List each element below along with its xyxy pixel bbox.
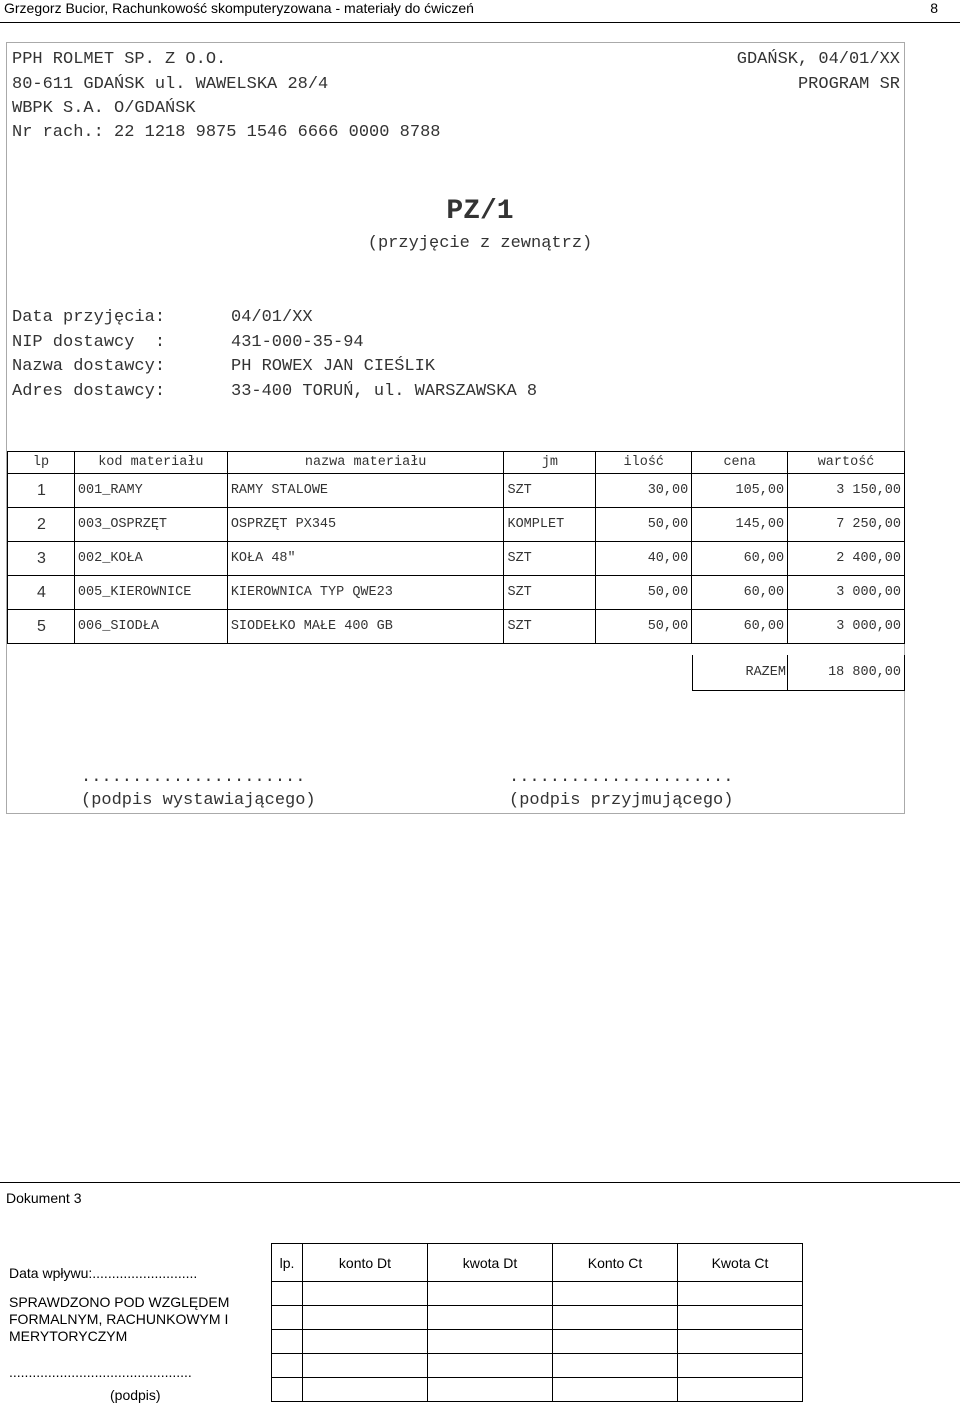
row-price: 145,00 xyxy=(692,508,788,542)
row-unit: SZT xyxy=(504,610,596,644)
supplier-address-value: 33-400 TORUŃ, ul. WARSZAWSKA 8 xyxy=(231,382,538,401)
row-code: 005_KIEROWNICE xyxy=(74,576,227,610)
row-lp: 2 xyxy=(8,508,75,542)
row-quantity: 50,00 xyxy=(596,576,692,610)
row-name: KOŁA 48" xyxy=(227,542,504,576)
account-table xyxy=(271,1243,803,1402)
account-cell[interactable] xyxy=(678,1330,803,1354)
account-cell[interactable] xyxy=(553,1330,678,1354)
row-unit: SZT xyxy=(504,474,596,508)
row-code: 003_OSPRZĘT xyxy=(74,508,227,542)
header-cell: nazwa materiału xyxy=(227,452,504,474)
row-code: 006_SIODŁA xyxy=(74,610,227,644)
issuer-signature-label: (podpis wystawiającego) xyxy=(81,791,316,810)
account-cell[interactable] xyxy=(272,1306,303,1330)
table-row xyxy=(8,542,905,576)
company-bank: WBPK S.A. O/GDAŃSK xyxy=(12,99,196,118)
header-cell: jm xyxy=(504,452,596,474)
checker-signature-line: ............................................... xyxy=(9,1364,192,1380)
row-quantity: 50,00 xyxy=(596,610,692,644)
table-row xyxy=(8,474,905,508)
account-cell[interactable] xyxy=(553,1354,678,1378)
account-cell[interactable] xyxy=(428,1330,553,1354)
account-header-row xyxy=(272,1244,803,1282)
checked-text-line-2: FORMALNYM, RACHUNKOWYM I xyxy=(9,1311,229,1327)
nip-label: NIP dostawcy : xyxy=(12,333,166,352)
issuer-signature-line: ...................... xyxy=(81,768,306,787)
row-name: KIEROWNICA TYP QWE23 xyxy=(227,576,504,610)
supplier-label: Nazwa dostawcy: xyxy=(12,357,166,376)
receiver-signature-line: ...................... xyxy=(509,768,734,787)
row-lp: 4 xyxy=(8,576,75,610)
row-quantity: 40,00 xyxy=(596,542,692,576)
account-row xyxy=(272,1306,803,1330)
account-cell[interactable] xyxy=(678,1282,803,1306)
account-row xyxy=(272,1330,803,1354)
program-label: PROGRAM SR xyxy=(797,75,900,94)
table-row xyxy=(8,610,905,644)
account-cell[interactable] xyxy=(272,1354,303,1378)
account-header-cell: lp. xyxy=(272,1244,303,1282)
account-header-cell: konto Dt xyxy=(303,1244,428,1282)
company-account: Nr rach.: 22 1218 9875 1546 6666 0000 8788 xyxy=(12,123,441,142)
row-value: 3 150,00 xyxy=(788,474,905,508)
receiver-signature-label: (podpis przyjmującego) xyxy=(509,791,734,810)
account-cell[interactable] xyxy=(553,1282,678,1306)
table-row xyxy=(8,576,905,610)
checked-text-line-1: SPRAWDZONO POD WZGLĘDEM xyxy=(9,1294,230,1310)
account-cell[interactable] xyxy=(303,1306,428,1330)
row-lp: 1 xyxy=(8,474,75,508)
account-row xyxy=(272,1354,803,1378)
row-value: 7 250,00 xyxy=(788,508,905,542)
date-value: 04/01/XX xyxy=(231,308,313,327)
account-row xyxy=(272,1378,803,1402)
row-value: 3 000,00 xyxy=(788,610,905,644)
supplier-value: PH ROWEX JAN CIEŚLIK xyxy=(231,357,436,376)
total-value: 18 800,00 xyxy=(828,665,901,680)
document-subtitle: (przyjęcie z zewnątrz) xyxy=(367,234,593,253)
row-value: 3 000,00 xyxy=(788,576,905,610)
document-frame xyxy=(6,42,905,814)
page-number: 8 xyxy=(930,0,938,16)
table-row xyxy=(8,508,905,542)
place-date: GDAŃSK, 04/01/XX xyxy=(736,50,900,69)
row-lp: 5 xyxy=(8,610,75,644)
account-cell[interactable] xyxy=(678,1378,803,1402)
supplier-address-label: Adres dostawcy: xyxy=(12,382,166,401)
row-unit: KOMPLET xyxy=(504,508,596,542)
account-cell[interactable] xyxy=(272,1378,303,1402)
document-label: Dokument 3 xyxy=(6,1190,82,1206)
header-cell: lp xyxy=(8,452,75,474)
company-address: 80-611 GDAŃSK ul. WAWELSKA 28/4 xyxy=(12,75,329,94)
header-title: Grzegorz Bucior, Rachunkowość skomputeryzowana - materiały do ćwiczeń xyxy=(4,0,474,16)
document-title: PZ/1 xyxy=(446,196,514,227)
account-cell[interactable] xyxy=(553,1306,678,1330)
header-cell: ilość xyxy=(596,452,692,474)
account-cell[interactable] xyxy=(428,1306,553,1330)
row-code: 001_RAMY xyxy=(74,474,227,508)
total-divider xyxy=(787,655,788,691)
account-cell[interactable] xyxy=(678,1354,803,1378)
row-name: OSPRZĘT PX345 xyxy=(227,508,504,542)
account-cell[interactable] xyxy=(428,1378,553,1402)
row-unit: SZT xyxy=(504,542,596,576)
checker-signature-label: (podpis) xyxy=(110,1387,161,1403)
account-header-cell: Konto Ct xyxy=(553,1244,678,1282)
table-header-row xyxy=(8,452,905,474)
row-price: 60,00 xyxy=(692,576,788,610)
company-name: PPH ROLMET SP. Z O.O. xyxy=(12,50,227,69)
account-cell[interactable] xyxy=(303,1282,428,1306)
header-cell: kod materiału xyxy=(74,452,227,474)
row-quantity: 30,00 xyxy=(596,474,692,508)
row-quantity: 50,00 xyxy=(596,508,692,542)
account-cell[interactable] xyxy=(303,1330,428,1354)
account-cell[interactable] xyxy=(553,1378,678,1402)
row-lp: 3 xyxy=(8,542,75,576)
section-divider xyxy=(0,1182,960,1183)
row-name: SIODEŁKO MAŁE 400 GB xyxy=(227,610,504,644)
row-price: 60,00 xyxy=(692,542,788,576)
account-cell[interactable] xyxy=(428,1354,553,1378)
received-date-field: Data wpływu:........................... xyxy=(9,1265,198,1281)
account-row xyxy=(272,1282,803,1306)
account-cell[interactable] xyxy=(303,1378,428,1402)
date-label: Data przyjęcia: xyxy=(12,308,166,327)
row-value: 2 400,00 xyxy=(788,542,905,576)
row-code: 002_KOŁA xyxy=(74,542,227,576)
nip-value: 431-000-35-94 xyxy=(231,333,364,352)
row-price: 60,00 xyxy=(692,610,788,644)
account-cell[interactable] xyxy=(303,1354,428,1378)
row-name: RAMY STALOWE xyxy=(227,474,504,508)
account-header-cell: kwota Dt xyxy=(428,1244,553,1282)
row-price: 105,00 xyxy=(692,474,788,508)
checked-text-line-3: MERYTORYCZYM xyxy=(9,1328,128,1344)
account-cell[interactable] xyxy=(272,1330,303,1354)
account-cell[interactable] xyxy=(272,1282,303,1306)
total-label: RAZEM xyxy=(745,665,786,680)
header-cell: wartość xyxy=(788,452,905,474)
header-cell: cena xyxy=(692,452,788,474)
row-unit: SZT xyxy=(504,576,596,610)
account-cell[interactable] xyxy=(678,1306,803,1330)
account-header-cell: Kwota Ct xyxy=(678,1244,803,1282)
items-table xyxy=(7,451,905,644)
account-cell[interactable] xyxy=(428,1282,553,1306)
